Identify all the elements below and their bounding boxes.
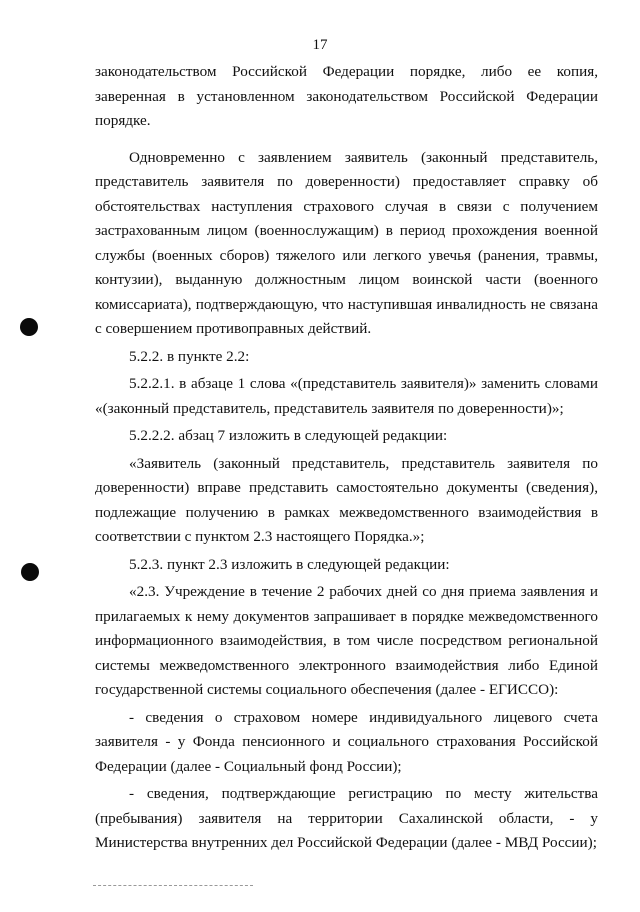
paragraph: «2.3. Учреждение в течение 2 рабочих дней со дня приема заявления и прилагаемых к нему документов запрашивает в порядке межведомственного информационного взаимодействия, в том числе посредством региональной системы межведомственного электронного взаимодействия либо Единой государственной системы социального обеспечения (далее - ЕГИССО): <box>95 583 598 698</box>
paragraph: 5.2.2.2. абзац 7 изложить в следующей редакции: <box>129 427 448 444</box>
paragraph: - сведения о страховом номере индивидуального лицевого счета заявителя - у Фонда пенсионного и социального страхования Российской Федерации (далее - Социальный фонд России); <box>95 708 598 775</box>
page-number: 17 <box>312 37 328 53</box>
paragraph: 5.2.3. пункт 2.3 изложить в следующей редакции: <box>129 555 450 573</box>
punch-hole <box>21 563 39 581</box>
paragraph: законодательством Российской Федерации порядке, либо ее копия, заверенная в установленном законодательством Российской Федерации порядке. <box>95 63 598 129</box>
paragraph: «Заявитель (законный представитель, представитель заявителя по доверенности) вправе представить самостоятельно документы (сведения), подлежащие получению в рамках межведомственного взаимодействия в соответствии с пунктом 2.3 настоящего Порядка.»; <box>95 454 598 545</box>
paragraph: 5.2.2. в пункте 2.2: <box>129 347 250 365</box>
punch-hole <box>20 318 38 336</box>
paragraph: 5.2.2.1. в абзаце 1 слова «(представитель заявителя)» заменить словами «(законный представитель, представитель заявителя по доверенности)»; <box>95 375 598 417</box>
document-body <box>95 60 598 856</box>
paragraph: - сведения, подтверждающие регистрацию по месту жительства (пребывания) заявителя на территории Сахалинской области, - у Министерства внутренних дел Российской Федерации (далее - МВД России); <box>95 785 598 851</box>
paragraph: Одновременно с заявлением заявитель (законный представитель, представитель заявителя по доверенности) предоставляет справку об обстоятельствах наступления страхового случая в связи с получением застрахованным лицом (военнослужащим) в период прохождения военной службы (военных сборов) тяжелого или легкого увечья (ранения, травмы, контузии), выданную должностным лицом воинской части (военного комиссариата), подтверждающую, что наступившая инвалидность не связана с совершением противоправных действий. <box>95 148 598 337</box>
scan-artifact-line <box>93 885 253 886</box>
